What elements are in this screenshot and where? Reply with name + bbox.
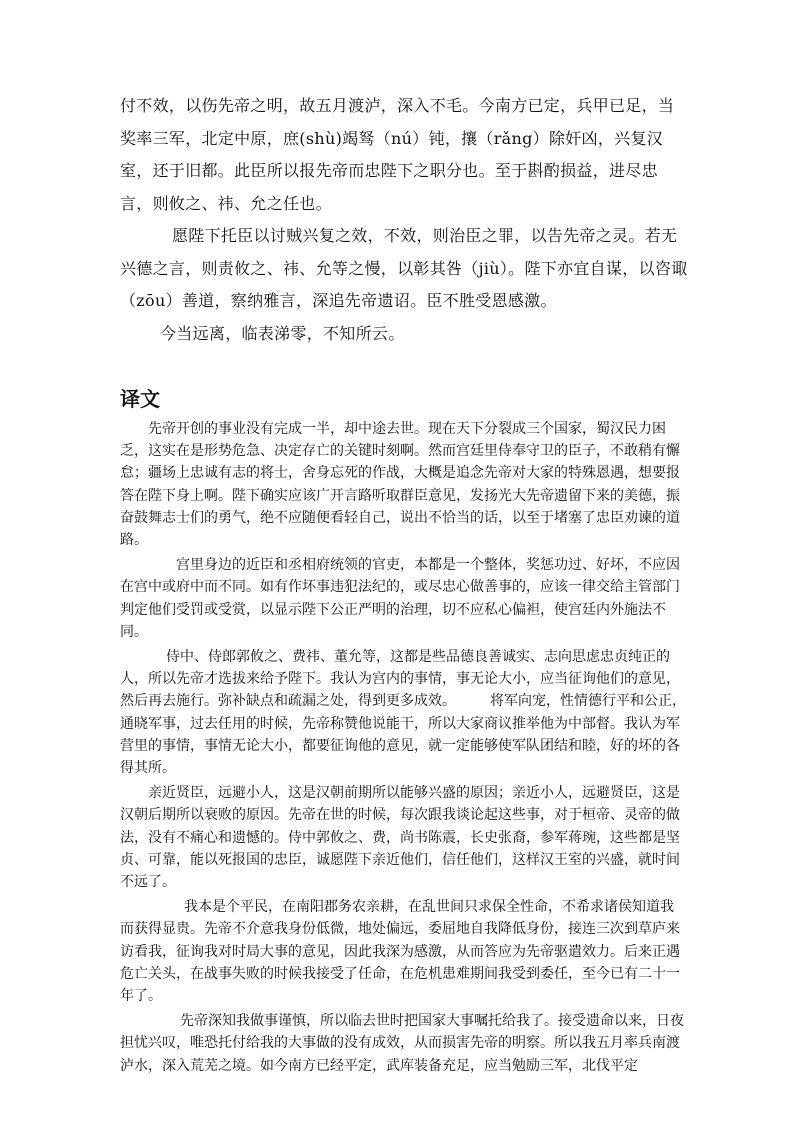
translation-text — [120, 418, 686, 1080]
translation-paragraph-3b: 将军向宠，性情德行平和公正，通晓军事，过去任用的时候，先帝称赞他说能干，所以大家商议推举他为中部督。我认为军营里的事情，事情无论大小，都要征询他的意见，就一定能够使军队团结和睦，好的坏的各得其所。 — [120, 693, 686, 777]
original-paragraph-1: 付不效，以伤先帝之明，故五月渡泸，深入不毛。今南方已定，兵甲已足，当奖率三军，北定中原，庶(shù)竭驽（nú）钝，攘（rǎng）除奸凶，兴复汉室，还于旧都。此臣所以报先帝而忠陛下之职分也。至于斟酌损益，进尽忠言，则攸之、祎、允之任也。 — [120, 96, 675, 213]
translation-heading: 译文 — [120, 387, 160, 411]
translation-paragraph-5: 我本是个平民，在南阳郡务农亲耕，在乱世间只求保全性命，不希求诸侯知道我而获得显贵。先帝不介意我身份低微，地处偏远，委屈地自我降低身份，接连三次到草庐来访看我，征询我对时局大事的意见，因此我深为感激，从而答应为先帝驱遣效力。后来正遇危亡关头，在战事失败的时候我接受了任命，在危机患难期间我受到委任，至今已有二十一年了。 — [120, 899, 680, 1005]
translation-paragraph-3 — [120, 646, 686, 779]
original-text — [120, 90, 690, 350]
translation-paragraph-3a: 侍中、侍郎郭攸之、费祎、董允等，这都是些品德良善诚实、志向思虑忠贞纯正的人，所以先帝才选拔来给予陛下。我认为宫内的事情，事无论大小，应当征询他们的意见，然后再去施行。弥补缺点和疏漏之处，得到更多成效。 — [120, 649, 680, 710]
translation-paragraph-1: 先帝开创的事业没有完成一半，却中途去世。现在天下分裂成三个国家，蜀汉民力困乏，这实在是形势危急、决定存亡的关键时刻啊。然而宫廷里侍奉守卫的臣子，不敢稍有懈怠；疆场上忠诚有志的将士，舍身忘死的作战，大概是追念先帝对大家的特殊恩遇，想要报答在陛下身上啊。陛下确实应该广开言路听取群臣意见，发扬光大先帝遗留下来的美德，振奋鼓舞志士们的勇气，绝不应随便看轻自己，说出不恰当的话，以至于堵塞了忠臣劝谏的道路。 — [120, 421, 680, 549]
original-paragraph-2: 愿陛下托臣以讨贼兴复之效，不效，则治臣之罪，以告先帝之灵。若无兴德之言，则责攸之、祎、允等之慢，以彰其咎（jiù）。陛下亦宜自谋，以咨诹（zōu）善道，察纳雅言，深追先帝遗诏。臣不胜受恩感激。 — [120, 226, 688, 310]
translation-paragraph-2: 宫里身边的近臣和丞相府统领的官吏，本都是一个整体，奖惩功过、好坏，不应因在宫中或府中而不同。如有作坏事违犯法纪的，或尽忠心做善事的，应该一律交给主管部门判定他们受罚或受赏，以显示陛下公正严明的治理，切不应私心偏袒，使宫廷内外施法不同。 — [120, 557, 680, 640]
translation-paragraph-6: 先帝深知我做事谨慎，所以临去世时把国家大事嘱托给我了。接受遗命以来，日夜担忧兴叹，唯恐托付给我的大事做的没有成效，从而损害先帝的明察。所以我五月率兵南渡泸水，深入荒芜之境。如今南方已经平定，武库装备充足，应当勉励三军，北伐平定 — [120, 1013, 684, 1074]
translation-paragraph-4: 亲近贤臣，远避小人，这是汉朝前期所以能够兴盛的原因；亲近小人，远避贤臣，这是汉朝后期所以衰败的原因。先帝在世的时候，每次跟我谈论起这些事，对于桓帝、灵帝的做法，没有不痛心和遗憾的。侍中郭攸之、费，尚书陈震，长史张裔，参军蒋琬，这些都是坚贞、可靠，能以死报国的忠臣，诚愿陛下亲近他们，信任他们，这样汉王室的兴盛，就时间不远了。 — [120, 785, 680, 891]
original-paragraph-3: 今当远离，临表涕零，不知所云。 — [160, 323, 405, 343]
